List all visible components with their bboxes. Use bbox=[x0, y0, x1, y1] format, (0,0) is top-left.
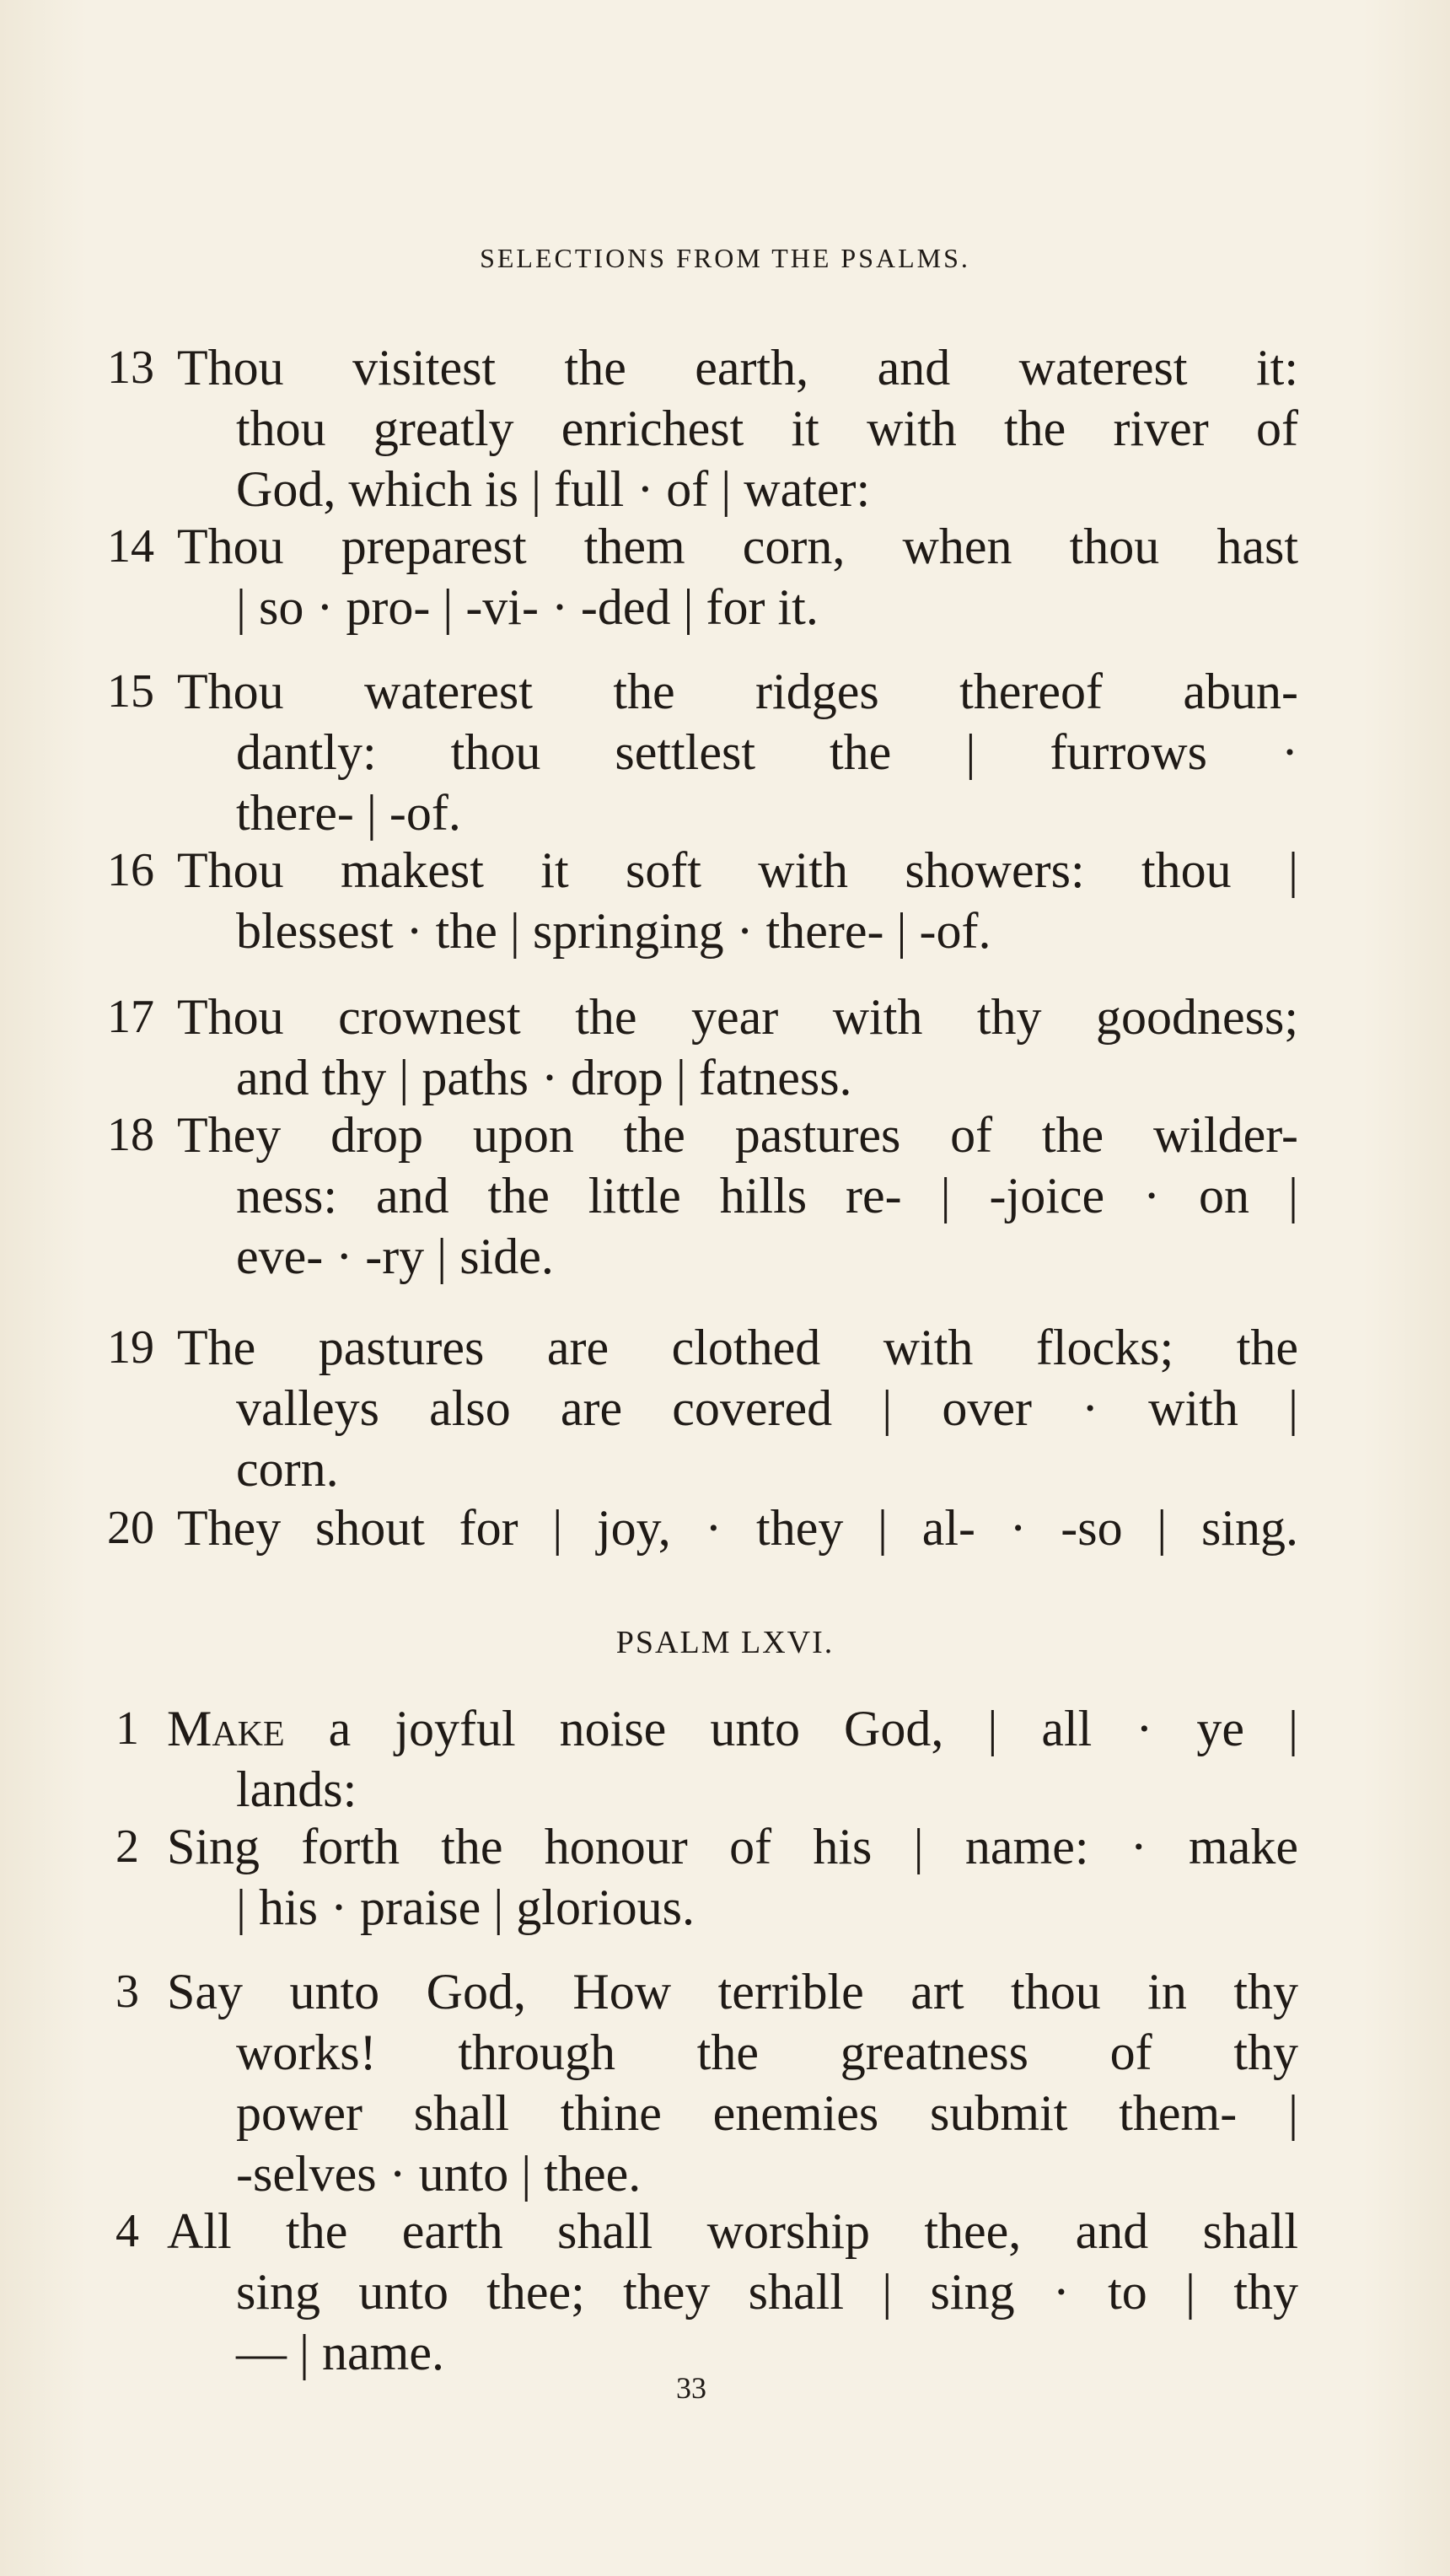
verse-line: thou greatly enrichest it with the river of bbox=[236, 401, 1298, 456]
verse-number: 19 bbox=[107, 1321, 154, 1374]
verse-line: valleys also are covered | over · with | bbox=[236, 1380, 1298, 1436]
small-caps-opening: Make bbox=[167, 1701, 285, 1756]
verse-number: 1 bbox=[115, 1702, 139, 1755]
verse-number: 13 bbox=[107, 341, 154, 394]
verse-line: Thou waterest the ridges thereof abun- bbox=[177, 664, 1298, 719]
verse-number: 17 bbox=[107, 991, 154, 1043]
verse-line: power shall thine enemies submit them- | bbox=[236, 2085, 1298, 2141]
verse-line: They shout for | joy, · they | al- · -so | sing. bbox=[177, 1500, 1298, 1556]
verse-line: sing unto thee; they shall | sing · to | thy bbox=[236, 2264, 1298, 2320]
verse-number: 18 bbox=[107, 1109, 154, 1161]
verse-line: — | name. bbox=[236, 2325, 444, 2380]
verse-line: | his · praise | glorious. bbox=[236, 1880, 695, 1935]
verse-line: Thou makest it soft with showers: thou | bbox=[177, 842, 1298, 898]
verse-line: All the earth shall worship thee, and shall bbox=[167, 2203, 1298, 2259]
verse-line: works! through the greatness of thy bbox=[236, 2025, 1298, 2080]
page-number: 33 bbox=[676, 2371, 706, 2405]
verse-line: | so · pro- | -vi- · -ded | for it. bbox=[236, 579, 819, 635]
verse-line: Sing forth the honour of his | name: · make bbox=[167, 1819, 1298, 1874]
verse-line: Thou visitest the earth, and waterest it: bbox=[177, 340, 1298, 395]
verse-line: Thou preparest them corn, when thou hast bbox=[177, 519, 1298, 574]
verse-line: blessest · the | springing · there- | -of. bbox=[236, 903, 991, 959]
verse-number: 3 bbox=[115, 1966, 139, 2018]
psalm-title: PSALM LXVI. bbox=[615, 1625, 835, 1660]
verse-number: 20 bbox=[107, 1502, 154, 1554]
verse-number: 2 bbox=[115, 1820, 139, 1873]
verse-line bbox=[167, 1698, 1298, 1759]
verse-line: lands: bbox=[236, 1761, 357, 1817]
verse-line: and thy | paths · drop | fatness. bbox=[236, 1050, 852, 1105]
verse-line: God, which is | full · of | water: bbox=[236, 461, 871, 517]
verse-line: They drop upon the pastures of the wilder- bbox=[177, 1107, 1298, 1163]
running-head: SELECTIONS FROM THE PSALMS. bbox=[480, 243, 970, 273]
verse-line: -selves · unto | thee. bbox=[236, 2146, 642, 2202]
verse-number: 16 bbox=[107, 844, 154, 896]
verse-line: corn. bbox=[236, 1441, 339, 1497]
verse-number: 4 bbox=[115, 2205, 139, 2257]
verse-number: 15 bbox=[107, 665, 154, 718]
verse-line: ness: and the little hills re- | -joice · on | bbox=[236, 1168, 1298, 1223]
verse-line: there- | -of. bbox=[236, 785, 461, 841]
verse-line: eve- · -ry | side. bbox=[236, 1229, 554, 1284]
verse-line-rest: a joyful noise unto God, | all · ye | bbox=[284, 1701, 1298, 1756]
verse-line: dantly: thou settlest the | furrows · bbox=[236, 724, 1298, 780]
verse-number: 14 bbox=[107, 520, 154, 573]
verse-line: The pastures are clothed with flocks; the bbox=[177, 1320, 1298, 1375]
verse-line: Thou crownest the year with thy goodness; bbox=[177, 989, 1298, 1045]
verse-line: Say unto God, How terrible art thou in thy bbox=[167, 1964, 1298, 2019]
